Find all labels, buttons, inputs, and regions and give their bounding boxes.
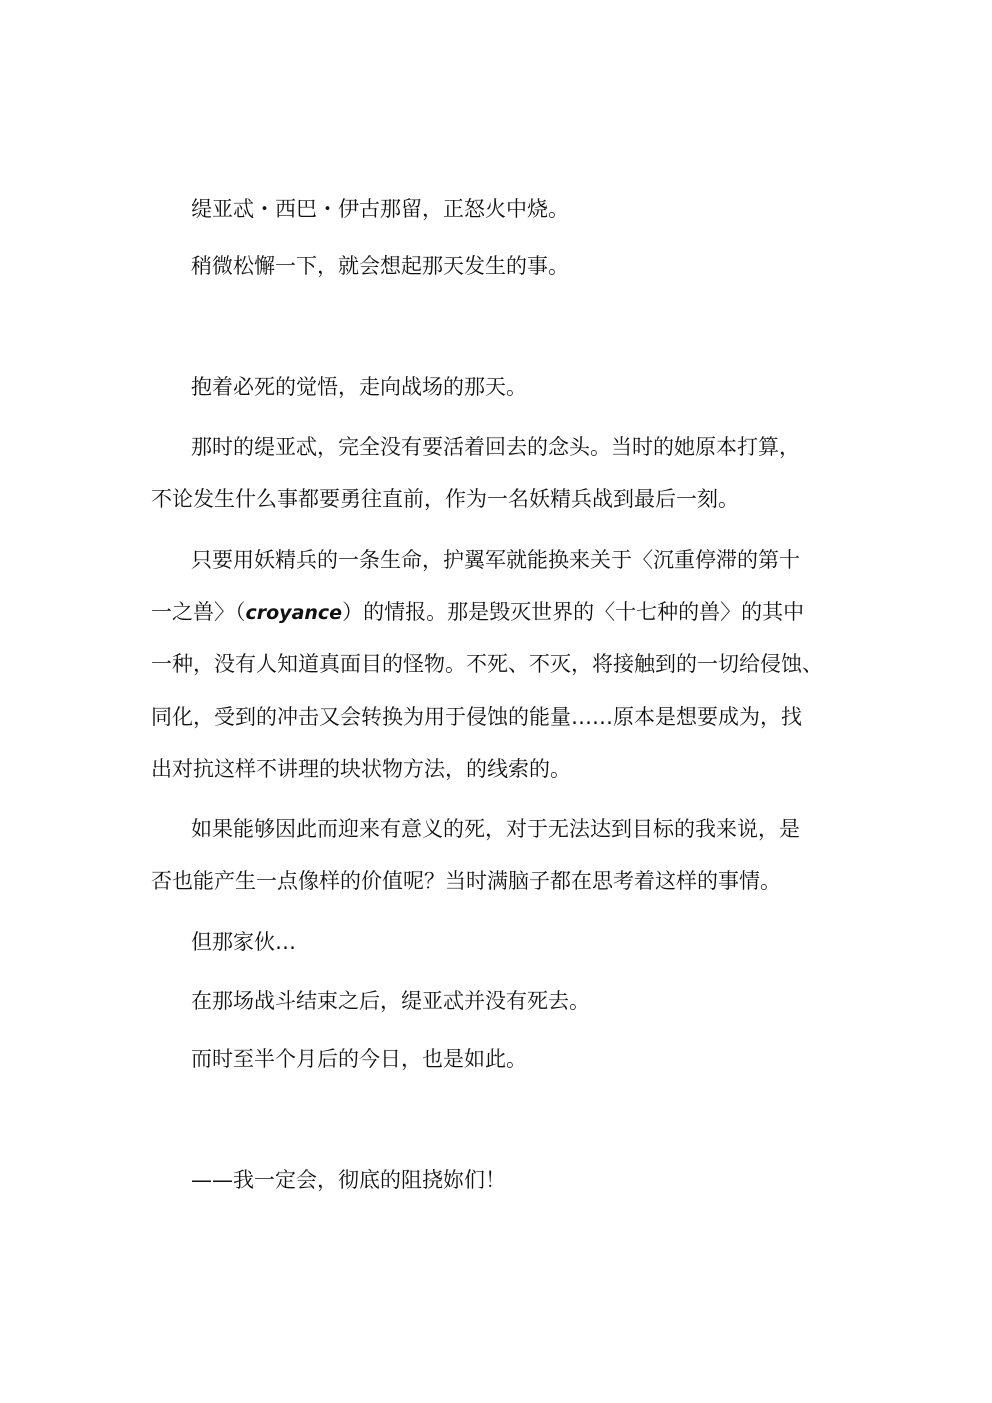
- paragraph-9: [0, 1044, 992, 1074]
- text-line: 稍微松懈一下，就会想起那天发生的事。: [191, 254, 569, 278]
- text-line: 而时至半个月后的今日，也是如此。: [191, 1047, 527, 1071]
- text-line: 否也能产生一点像样的价值呢？当时满脑子都在思考着这样的事情。: [151, 869, 781, 893]
- text-line: 但那家伙…: [191, 930, 296, 954]
- text-line: 同化，受到的冲击又会转换为用于侵蚀的能量……原本是想要成为，找: [151, 705, 802, 729]
- text-line: 在那场战斗结束之后，缇亚忒并没有死去。: [191, 989, 590, 1013]
- latin-term: croyance: [245, 602, 343, 624]
- text-line: 如果能够因此而迎来有意义的死，对于无法达到目标的我来说，是: [191, 817, 800, 841]
- text-line: 出对抗这样不讲理的块状物方法，的线索的。: [151, 757, 571, 781]
- text-segment: ）的情报。那是毁灭世界的〈十七种的兽〉的其中: [342, 600, 805, 624]
- text-line: 不论发生什么事都要勇往直前，作为一名妖精兵战到最后一刻。: [151, 487, 739, 511]
- paragraph-1: [0, 194, 992, 224]
- text-segment: 一之兽〉（: [151, 600, 246, 624]
- paragraph-2: [0, 251, 992, 281]
- paragraph-7: [0, 927, 992, 957]
- text-line: 抱着必死的觉悟，走向战场的那天。: [191, 375, 527, 399]
- paragraph-3: [0, 372, 992, 402]
- text-line: 那时的缇亚忒，完全没有要活着回去的念头。当时的她原本打算，: [191, 435, 800, 459]
- paragraph-8: [0, 986, 992, 1016]
- paragraph-10: [0, 1165, 992, 1195]
- text-line: 缇亚忒・西巴・伊古那留，正怒火中烧。: [191, 197, 569, 221]
- text-line-with-latin: [0, 597, 992, 628]
- text-line: 一种，没有人知道真面目的怪物。不死、不灭，将接触到的一切给侵蚀、: [151, 652, 823, 676]
- text-line: 只要用妖精兵的一条生命，护翼军就能换来关于〈沉重停滞的第十: [191, 548, 800, 572]
- text-line: ——我一定会，彻底的阻挠妳们！: [191, 1168, 506, 1192]
